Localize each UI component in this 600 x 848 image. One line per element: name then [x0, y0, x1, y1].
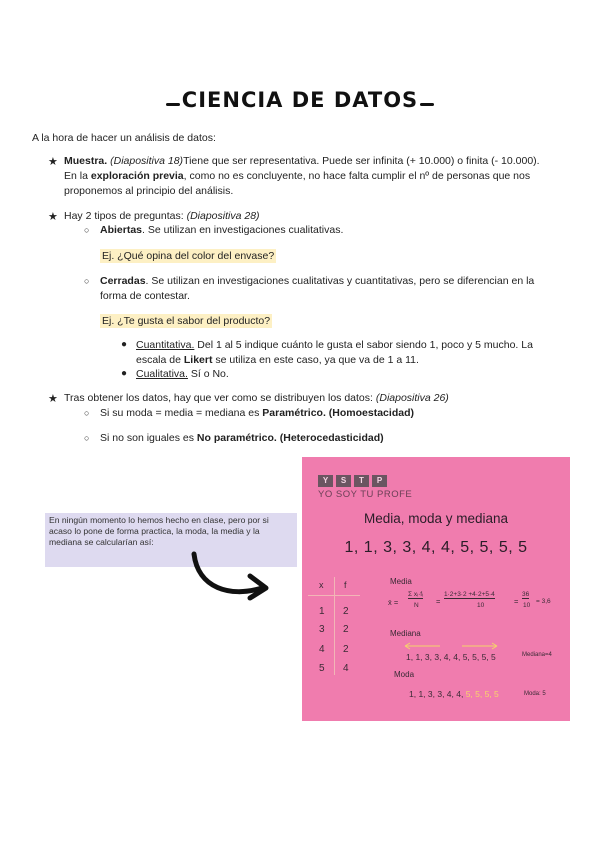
noparametrico-bold: No paramétrico. (Heterocedasticidad): [196, 432, 384, 444]
cuantitativa-text2c: se utiliza en este caso, ya que va de 1 a 11.: [212, 354, 419, 366]
table-head-f: f: [344, 580, 347, 590]
media-result-den: 10: [523, 602, 531, 609]
table-cell: 2: [343, 624, 349, 635]
circle-bullet-icon: ○: [84, 225, 90, 235]
datos-text: Tras obtener los datos, hay que ver como se distribuyen los datos:: [64, 392, 376, 404]
table-cell: 4: [343, 663, 349, 674]
moda-sequence-a: 1, 1, 3, 3, 4, 4,: [409, 689, 466, 699]
cuantitativa-paragraph: [136, 338, 576, 368]
cuantitativa-label: Cuantitativa.: [136, 339, 195, 351]
cualitativa-text: Sí o No.: [187, 368, 229, 380]
media-result-num: 36: [522, 591, 530, 598]
muestra-text1: Tiene que ser representativa. Puede ser infinita (+ 10.000) o finita (- 10.000).: [183, 155, 540, 167]
practice-note: En ningún momento lo hemos hecho en clase, pero por si acaso lo pone de forma practica, la moda, la media y la mediana se calcularían así:: [45, 513, 297, 567]
star-bullet-icon: ★: [48, 156, 58, 168]
abiertas-label: Abiertas: [100, 224, 143, 236]
page-title: CIENCIA DE DATOS: [181, 88, 419, 112]
noparametrico-text: Si no son iguales es: [100, 432, 197, 444]
media-label: Media: [390, 577, 412, 586]
table-cell: 5: [319, 663, 325, 674]
datos-ref: (Diapositiva 26): [375, 392, 449, 404]
preguntas-text: Hay 2 tipos de preguntas:: [64, 210, 187, 222]
parametrico-bold: Paramétrico. (Homoestacidad): [262, 407, 414, 419]
abiertas-example: [100, 249, 276, 264]
table-head-x: x: [319, 580, 324, 590]
parametrico-text: Si su moda = media = mediana es: [100, 407, 263, 419]
moda-result: Moda: 5: [524, 691, 546, 697]
logo-letter: T: [354, 475, 369, 487]
preguntas-heading: [64, 209, 260, 224]
media-formula-lhs: x̄ =: [388, 598, 399, 607]
title-dash-left: [166, 103, 180, 106]
cerradas-example-text: Ej. ¿Te gusta el sabor del producto?: [102, 315, 271, 327]
preguntas-ref: (Diapositiva 28): [186, 210, 260, 222]
slide-title: Media, moda y mediana: [363, 511, 509, 526]
abiertas-line: [100, 223, 343, 238]
cuantitativa-text2a: escala de: [136, 354, 184, 366]
cuantitativa-text1: Del 1 al 5 indique cuánto le gusta el sabor siendo 1, poco y 5 mucho. La: [194, 339, 533, 351]
cerradas-text2: forma de contestar.: [100, 290, 190, 302]
muestra-text2c: , como no es concluyente, no hace falta cumplir el nº de personas que nos: [183, 170, 531, 182]
table-vertical-line: [334, 577, 335, 675]
equals-sign: =: [514, 597, 519, 606]
muestra-text3: proponemos al principio del análisis.: [64, 185, 234, 197]
media-formula-n: N: [414, 602, 419, 609]
datos-heading: [64, 391, 449, 406]
curved-arrow-icon: [190, 548, 280, 608]
circle-bullet-icon: ○: [84, 276, 90, 286]
logo-letter: Y: [318, 475, 333, 487]
muestra-ref: (Diapositiva 18): [110, 155, 184, 167]
media-formula-num: 1·2+3·2 +4·2+5·4: [444, 591, 495, 598]
brand-name: YO SOY TU PROFE: [318, 489, 413, 500]
slide-sequence: 1, 1, 3, 3, 4, 4, 5, 5, 5, 5: [344, 539, 528, 556]
cerradas-text1: . Se utilizan en investigaciones cualitativas y cuantitativas, pero se diferencian en la: [145, 275, 535, 287]
cerradas-example: [100, 314, 272, 329]
table-cell: 2: [343, 644, 349, 655]
table-horizontal-line: [308, 595, 360, 596]
abiertas-example-text: Ej. ¿Qué opina del color del envase?: [102, 250, 275, 262]
muestra-label: Muestra.: [64, 155, 108, 167]
noparametrico-line: [100, 431, 384, 446]
circle-bullet-icon: ○: [84, 408, 90, 418]
moda-sequence-b: 5, 5, 5, 5: [465, 689, 499, 699]
cualitativa-line: [136, 367, 229, 382]
page-title-wrap: [0, 88, 600, 112]
logo-letter: P: [372, 475, 387, 487]
table-cell: 4: [319, 644, 325, 655]
mediana-arrows-icon: [402, 641, 502, 651]
title-dash-right: [420, 103, 434, 106]
muestra-text2a: En la: [64, 170, 91, 182]
parametrico-line: [100, 406, 414, 421]
muestra-text2b: exploración previa: [90, 170, 184, 182]
mediana-sequence: 1, 1, 3, 3, 4, 4, 5, 5, 5, 5: [406, 652, 496, 662]
media-formula-den: 10: [477, 602, 485, 609]
circle-bullet-icon: ○: [84, 433, 90, 443]
mediana-result: Mediana=4: [522, 652, 552, 658]
table-cell: 1: [319, 606, 325, 617]
muestra-paragraph: [64, 154, 574, 199]
likert-label: Likert: [183, 354, 213, 366]
cualitativa-label: Cualitativa.: [136, 368, 188, 380]
moda-sequence: [409, 689, 499, 699]
mediana-label: Mediana: [390, 629, 421, 638]
dot-bullet-icon: ●: [121, 368, 128, 379]
ystp-logo: [318, 475, 387, 487]
intro-text: A la hora de hacer un análisis de datos:: [32, 132, 216, 144]
cerradas-paragraph: [100, 274, 570, 304]
logo-letter: S: [336, 475, 351, 487]
table-cell: 3: [319, 624, 325, 635]
moda-label: Moda: [394, 670, 415, 679]
media-result: = 3,6: [536, 598, 551, 605]
table-cell: 2: [343, 606, 349, 617]
media-formula-sum: Σ xᵢ·fᵢ: [408, 591, 424, 598]
cerradas-label: Cerradas: [100, 275, 146, 287]
media-moda-mediana-slide: [302, 457, 570, 721]
star-bullet-icon: ★: [48, 393, 58, 405]
star-bullet-icon: ★: [48, 211, 58, 223]
dot-bullet-icon: ●: [121, 339, 128, 350]
equals-sign: =: [436, 597, 441, 606]
abiertas-text: . Se utilizan en investigaciones cualitativas.: [142, 224, 344, 236]
